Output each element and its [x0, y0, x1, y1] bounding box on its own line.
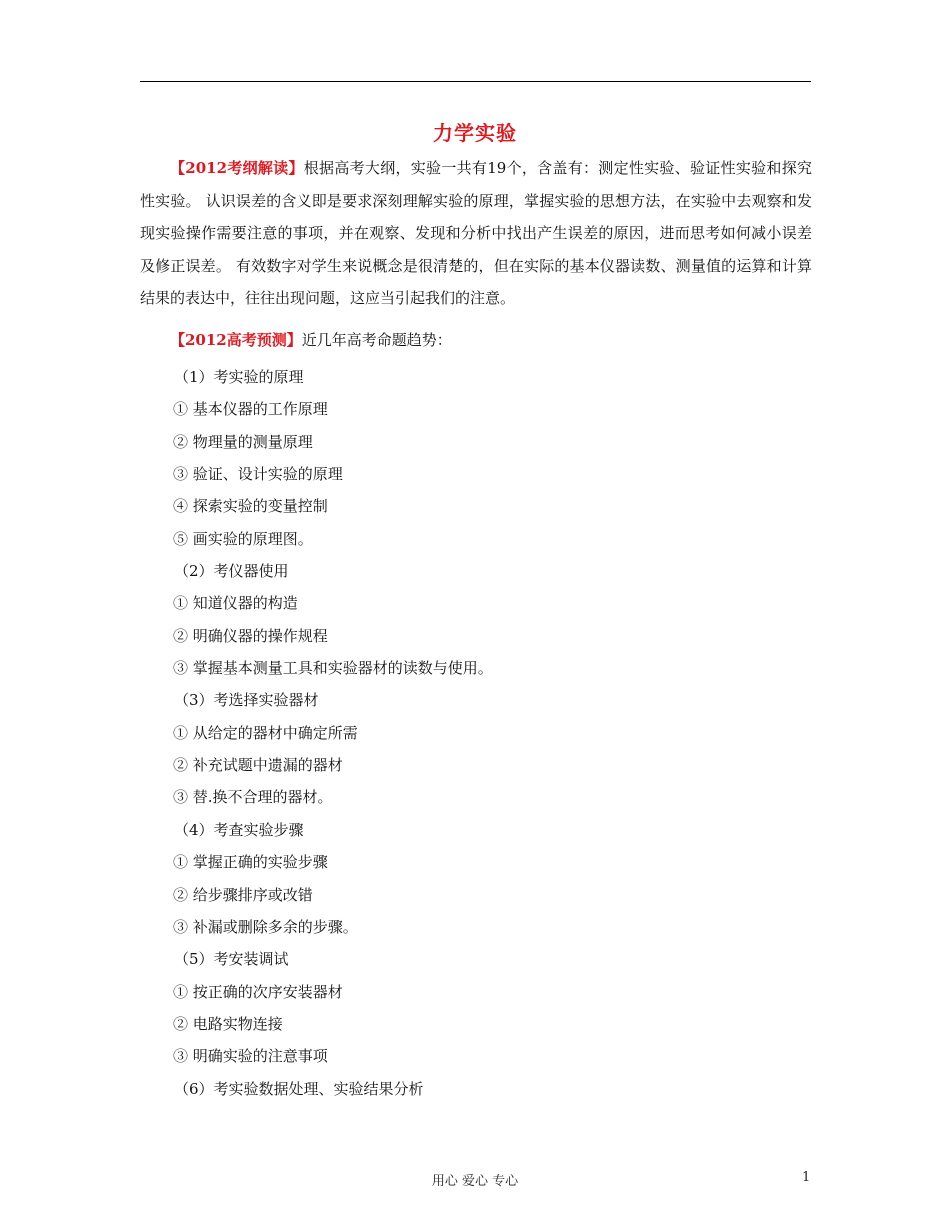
outline-section: （6）考实验数据处理、实验结果分析 — [174, 1079, 424, 1098]
outline-item: ② 物理量的测量原理 — [173, 432, 313, 451]
page-number: 1 — [802, 1170, 811, 1185]
outline-item: ③ 验证、设计实验的原理 — [173, 465, 343, 484]
prediction-line — [170, 329, 452, 351]
outline-item: ① 掌握正确的实验步骤 — [173, 853, 328, 872]
outline-item: ② 明确仪器的操作规程 — [173, 626, 328, 645]
outline-item: ③ 补漏或删除多余的步骤。 — [173, 917, 358, 936]
footer-text: 用心 爱心 专心 — [431, 1174, 519, 1189]
intro-text: 根据高考大纲，实验一共有19个，含盖有：测定性实验、验证性实验和探究性实验。 认识误差的含义即是要求深刻理解实验的原理，掌握实验的思想方法，在实验中去观察和发现实验操作需要注意的事项，并在观察、发现和分析中找出产生误差的原因，进而思考如何减小误差及修正误差。 有效数字对学生来说概念是很清楚的，但在实际的基本仪器读数、测量值的运算和计算结果的表达中，往往出现问题，这应当引起我们的注意。 — [140, 159, 813, 307]
outline-item: ① 按正确的次序安装器材 — [173, 982, 343, 1001]
outline-item: ② 补充试题中遗漏的器材 — [173, 756, 343, 775]
outline-item: ① 基本仪器的工作原理 — [173, 400, 328, 419]
outline-item: ① 从给定的器材中确定所需 — [173, 723, 358, 742]
header-rule — [140, 81, 811, 82]
outline-item: ⑤ 画实验的原理图。 — [173, 529, 313, 548]
outline-item: ③ 明确实验的注意事项 — [173, 1047, 328, 1066]
outline-list — [173, 361, 493, 1105]
prediction-text: 近几年高考命题趋势： — [301, 331, 452, 349]
page-title: 力学实验 — [433, 121, 517, 145]
outline-section: （2）考仪器使用 — [174, 562, 289, 581]
outline-item: ① 知道仪器的构造 — [173, 594, 298, 613]
outline-section: （4）考查实验步骤 — [174, 820, 304, 839]
outline-item: ③ 掌握基本测量工具和实验器材的读数与使用。 — [173, 659, 493, 678]
outline-section: （3）考选择实验器材 — [174, 691, 319, 710]
intro-tag: 【2012考纲解读】 — [170, 159, 304, 177]
outline-item: ④ 探索实验的变量控制 — [173, 497, 328, 516]
outline-section: （1）考实验的原理 — [174, 368, 304, 386]
outline-item: ② 电路实物连接 — [173, 1014, 283, 1033]
outline-item: ② 给步骤排序或改错 — [173, 885, 313, 904]
intro-paragraph — [140, 152, 812, 315]
outline-item: ③ 替.换不合理的器材。 — [173, 788, 333, 807]
prediction-tag: 【2012高考预测】 — [170, 331, 302, 349]
outline-section: （5）考安装调试 — [174, 950, 289, 969]
